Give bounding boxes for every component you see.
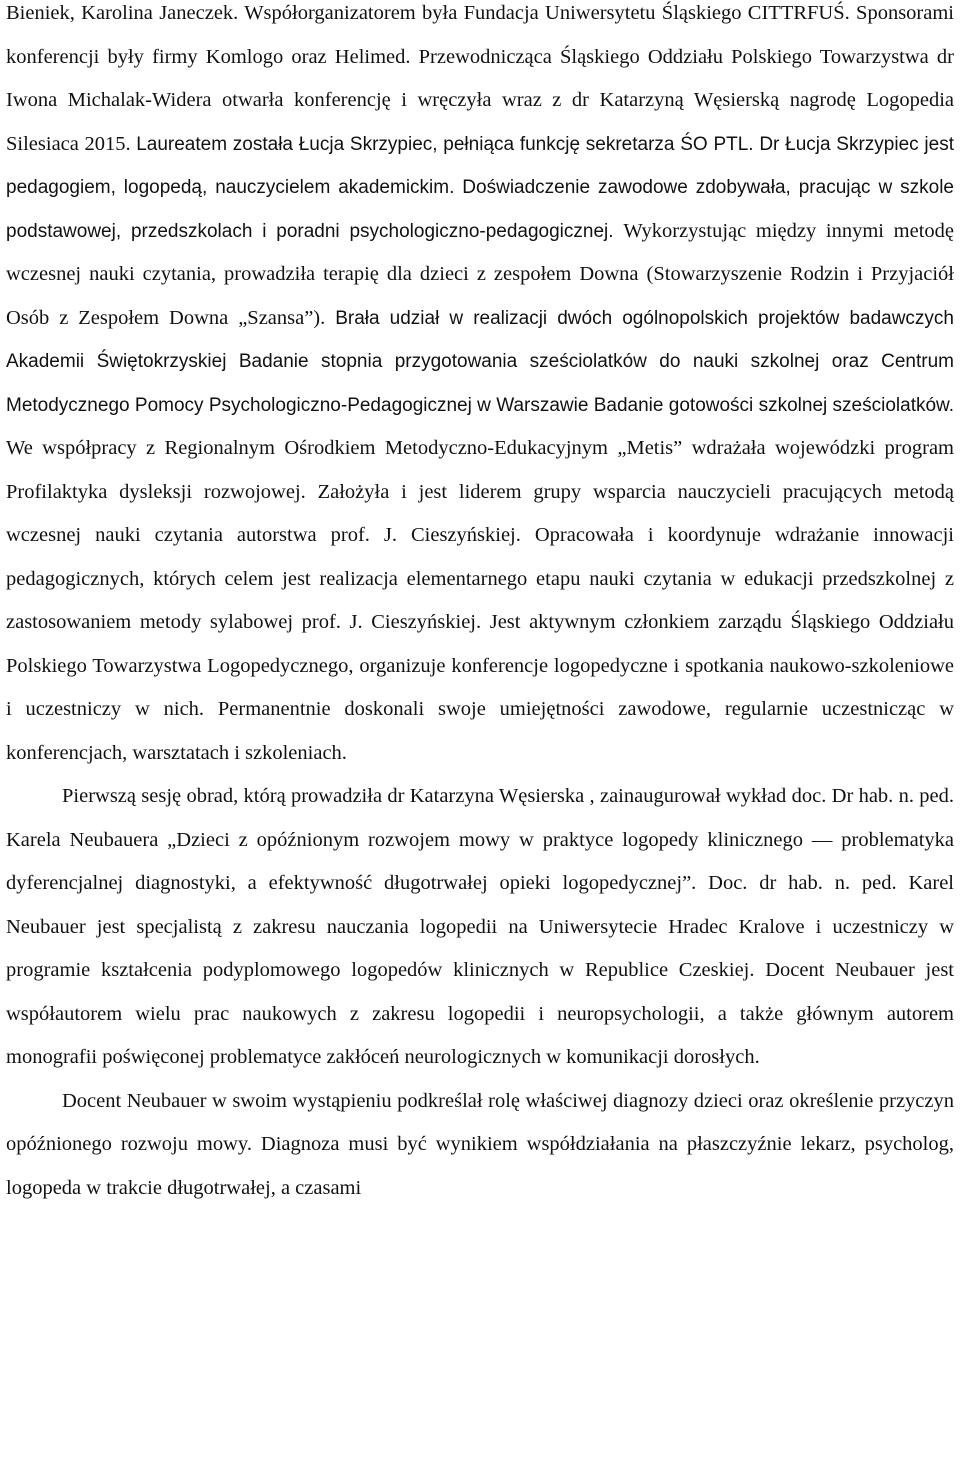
paragraph-neubauer-talk (6, 1080, 954, 1211)
text-segment: We współpracy z Regionalnym Ośrodkiem Metodyczno-Edukacyjnym „Metis” wdrażała wojewódzki program Profilaktyka dysleksji rozwojowej. Założyła i jest liderem grupy wsparcia nauczycieli pracujących metodą wczesnej nauki czytania autorstwa prof. J. Cieszyńskiej. Opracowała i koordynuje wdrażanie innowacji pedagogicznych, których celem jest realizacja elementarnego etapu nauki czytania w edukacji przedszkolnej z zastosowaniem metody sylabowej prof. J. Cieszyńskiej. Jest aktywnym członkiem zarządu Śląskiego Oddziału Polskiego Towarzystwa Logopedycznego, organizuje konferencje logopedyczne i spotkania naukowo-szkoleniowe i uczestniczy w nich. Permanentnie doskonali swoje umiejętności zawodowe, regularnie uczestnicząc w konferencjach, warsztatach i szkoleniach. (6, 437, 954, 764)
text-segment: Wykorzystując między innymi metodę wczesnej nauki czytania, prowadziła terapię dla dzieci z zespołem Downa (Stowarzyszenie Rodzin i Przyjaciół Osób z Zespołem Downa „Szansa”). (6, 219, 954, 329)
text-segment: Pierwszą sesję obrad, którą prowadziła dr Katarzyna Węsierska , zainaugurował wykład doc. Dr hab. n. ped. Karela Neubauera „Dzieci z opóźnionym rozwojem mowy w praktyce logopedy klinicznego — problematyka dyferencjalnej diagnostyki, a efektywność długotrwałej opieki logopedycznej”. Doc. dr hab. n. ped. Karel Neubauer jest specjalistą z zakresu nauczania logopedii na Uniwersytecie Hradec Kralove i uczestniczy w programie kształcenia podyplomowego logopedów klinicznych w Republice Czeskiej. Docent Neubauer jest współautorem wielu prac naukowych z zakresu logopedii i neuropsychologii, a także głównym autorem monografii poświęconej problematyce zakłóceń neurologicznych w komunikacji dorosłych. (6, 785, 954, 1068)
paragraph-first-session (6, 775, 954, 1080)
text-segment: Bieniek, Karolina Janeczek. Współorganizatorem była Fundacja Uniwersytetu Śląskiego CITTRFUŚ. Sponsorami konferencji były firmy Komlogo oraz Helimed. (6, 2, 954, 68)
text-segment: Laureatem została Łucja Skrzypiec, pełniąca funkcję sekretarza ŚO PTL. Dr Łucja Skrzypiec jest pedagogiem, logopedą, nauczycielem akademickim. Doświadczenie zawodowe zdobywała, pracując w szkole podstawowej, przedszkolach i poradni psychologiczno-pedagogicznej. (6, 133, 954, 242)
paragraph-conference-organizers (6, 0, 954, 775)
text-segment: Przewodnicząca Śląskiego Oddziału Polskiego Towarzystwa dr Iwona Michalak-Widera otwarła konferencję i wręczyła wraz z dr Katarzyną Węsierską nagrodę Logopedia Silesiaca 2015. (6, 45, 954, 155)
text-segment: Brała udział w realizacji dwóch ogólnopolskich projektów badawczych Akademii Świętokrzyskiej Badanie stopnia przygotowania sześciolatków do nauki szkolnej oraz Centrum Metodycznego Pomocy Psychologiczno-Pedagogicznej w Warszawie Badanie gotowości szkolnej sześciolatków. (6, 307, 955, 416)
document-page (6, 0, 954, 1210)
text-segment: Docent Neubauer w swoim wystąpieniu podkreślał rolę właściwej diagnozy dzieci oraz określenie przyczyn opóźnionego rozwoju mowy. Diagnoza musi być wynikiem współdziałania na płaszczyźnie lekarz, psycholog, logopeda w trakcie długotrwałej, a czasami (6, 1089, 954, 1199)
